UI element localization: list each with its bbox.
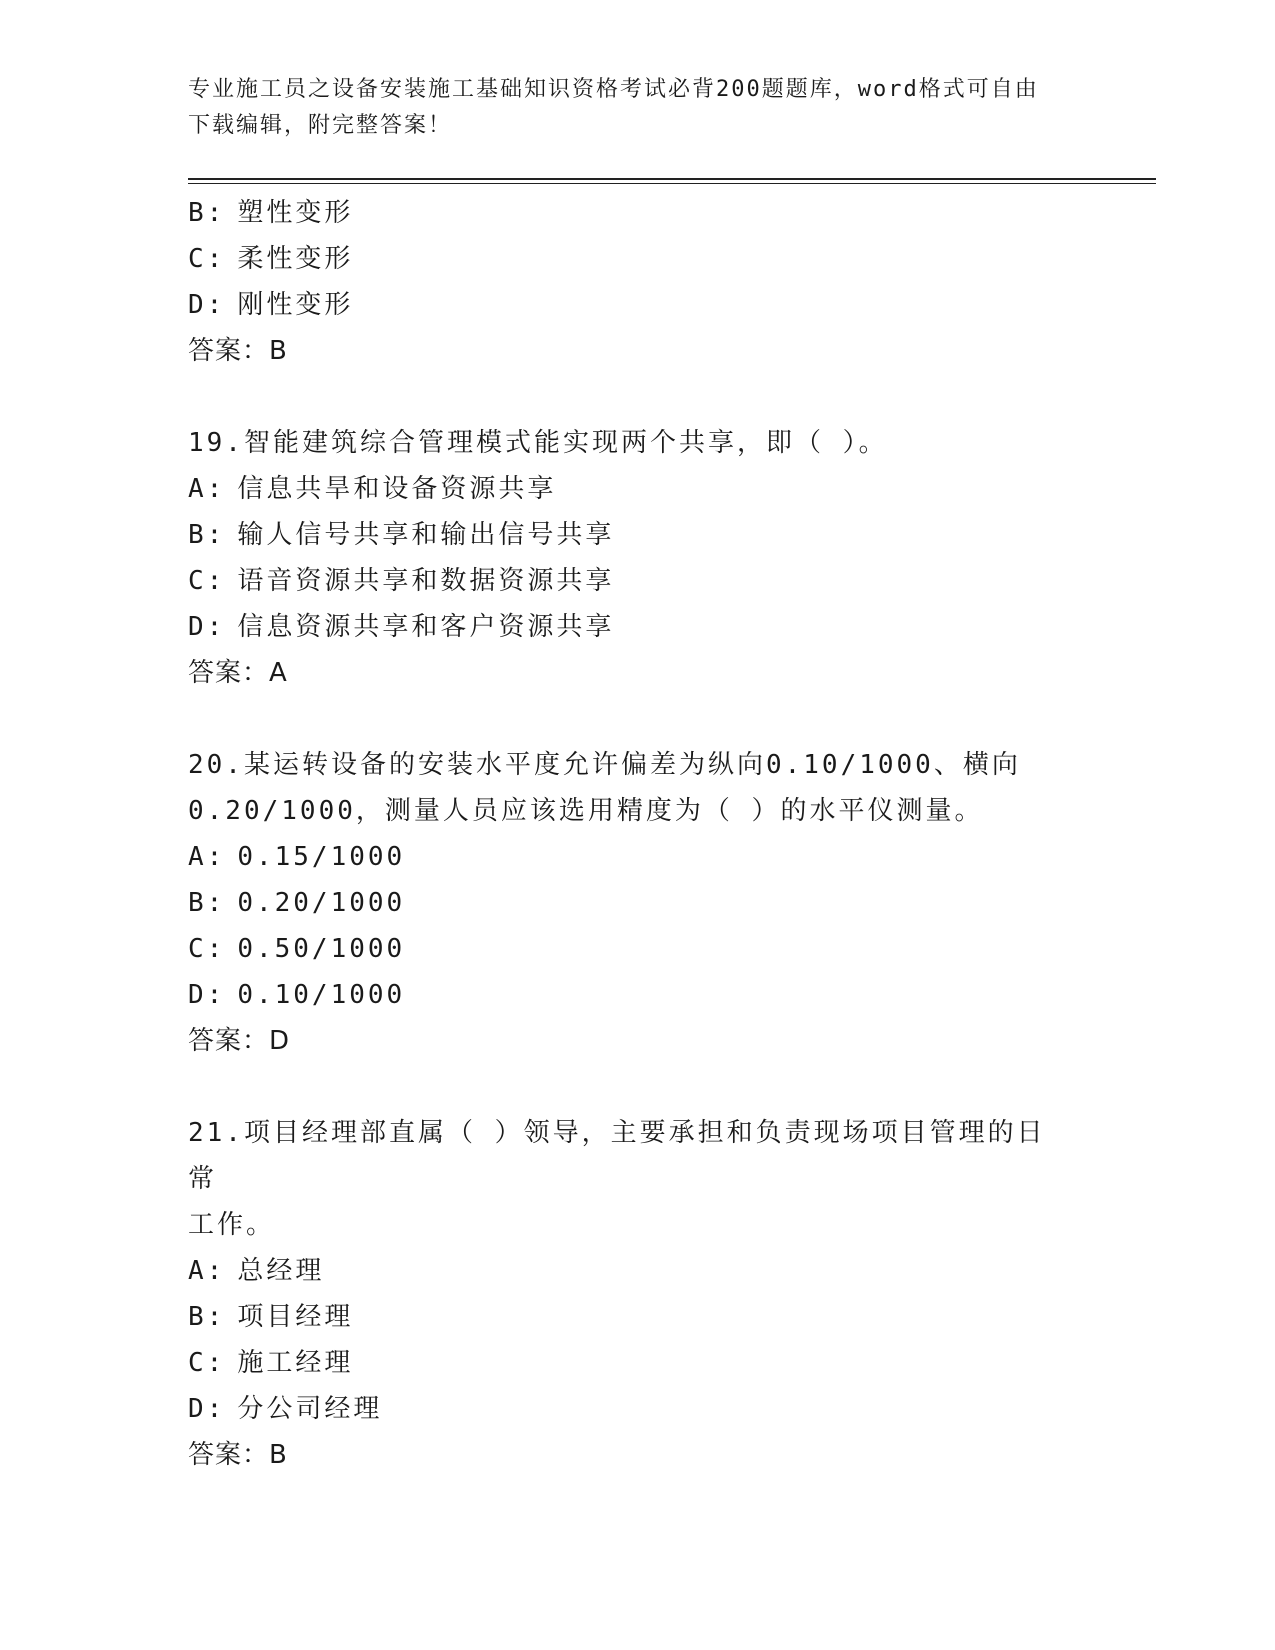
option-text: 柔性变形 [237, 244, 354, 274]
option-letter: D: [188, 1394, 226, 1424]
option-letter: D: [188, 612, 226, 642]
option-letter: C: [188, 934, 226, 964]
header-line-1: 专业施工员之设备安装施工基础知识资格考试必背200题题库，word格式可自由 [188, 77, 1039, 102]
option-letter: C: [188, 1348, 226, 1378]
option-a [188, 834, 1088, 880]
question-title-line-2: 0.20/1000，测量人员应该选用精度为（ ）的水平仪测量。 [188, 796, 984, 826]
option-letter: D: [188, 290, 226, 320]
question-title-line-2: 工作。 [188, 1210, 276, 1240]
question-title: 19.智能建筑综合管理模式能实现两个共享，即（ ）。 [188, 428, 888, 458]
option-letter: B: [188, 198, 226, 228]
option-text: 0.10/1000 [237, 980, 406, 1010]
question-content [188, 190, 1088, 1524]
option-b [188, 880, 1088, 926]
option-c [188, 558, 1088, 604]
option-c [188, 926, 1088, 972]
option-letter: C: [188, 244, 226, 274]
option-c [188, 1340, 1088, 1386]
option-text: 项目经理 [237, 1302, 354, 1332]
question-title-line-1: 20.某运转设备的安装水平度允许偏差为纵向0.10/1000、横向 [188, 750, 1021, 780]
header-divider [188, 178, 1156, 180]
document-header [188, 72, 1088, 144]
option-text: 输人信号共享和输出信号共享 [237, 520, 615, 550]
answer-line: 答案：D [188, 1026, 291, 1056]
option-text: 信息资源共享和客户资源共享 [237, 612, 615, 642]
question-title-line-1: 21.项目经理部直属（ ）领导，主要承担和负责现场项目管理的日常 [188, 1118, 1046, 1194]
question-block-20 [188, 742, 1088, 1064]
option-a [188, 1248, 1088, 1294]
option-text: 施工经理 [237, 1348, 354, 1378]
option-letter: A: [188, 1256, 226, 1286]
option-letter: C: [188, 566, 226, 596]
option-d [188, 1386, 1088, 1432]
option-letter: B: [188, 888, 226, 918]
header-line-2: 下载编辑，附完整答案！ [188, 113, 453, 138]
answer-line: 答案：A [188, 658, 288, 688]
option-d [188, 604, 1088, 650]
option-letter: A: [188, 474, 226, 504]
header-divider-thin [188, 183, 1156, 184]
option-text: 塑性变形 [237, 198, 354, 228]
option-text: 0.20/1000 [237, 888, 406, 918]
option-text: 刚性变形 [237, 290, 354, 320]
question-block-21 [188, 1110, 1088, 1478]
option-text: 分公司经理 [237, 1394, 383, 1424]
option-letter: A: [188, 842, 226, 872]
question-block-19 [188, 420, 1088, 696]
option-text: 0.50/1000 [237, 934, 406, 964]
question-block-18 [188, 190, 1088, 374]
option-b [188, 190, 1088, 236]
option-text: 语音资源共享和数据资源共享 [237, 566, 615, 596]
option-letter: B: [188, 1302, 226, 1332]
answer-line: 答案：B [188, 336, 288, 366]
option-c [188, 236, 1088, 282]
option-letter: B: [188, 520, 226, 550]
option-a [188, 466, 1088, 512]
option-b [188, 512, 1088, 558]
option-d [188, 972, 1088, 1018]
option-text: 0.15/1000 [237, 842, 406, 872]
option-letter: D: [188, 980, 226, 1010]
answer-line: 答案：B [188, 1440, 288, 1470]
option-text: 信息共旱和设备资源共享 [237, 474, 557, 504]
option-d [188, 282, 1088, 328]
option-b [188, 1294, 1088, 1340]
option-text: 总经理 [237, 1256, 325, 1286]
